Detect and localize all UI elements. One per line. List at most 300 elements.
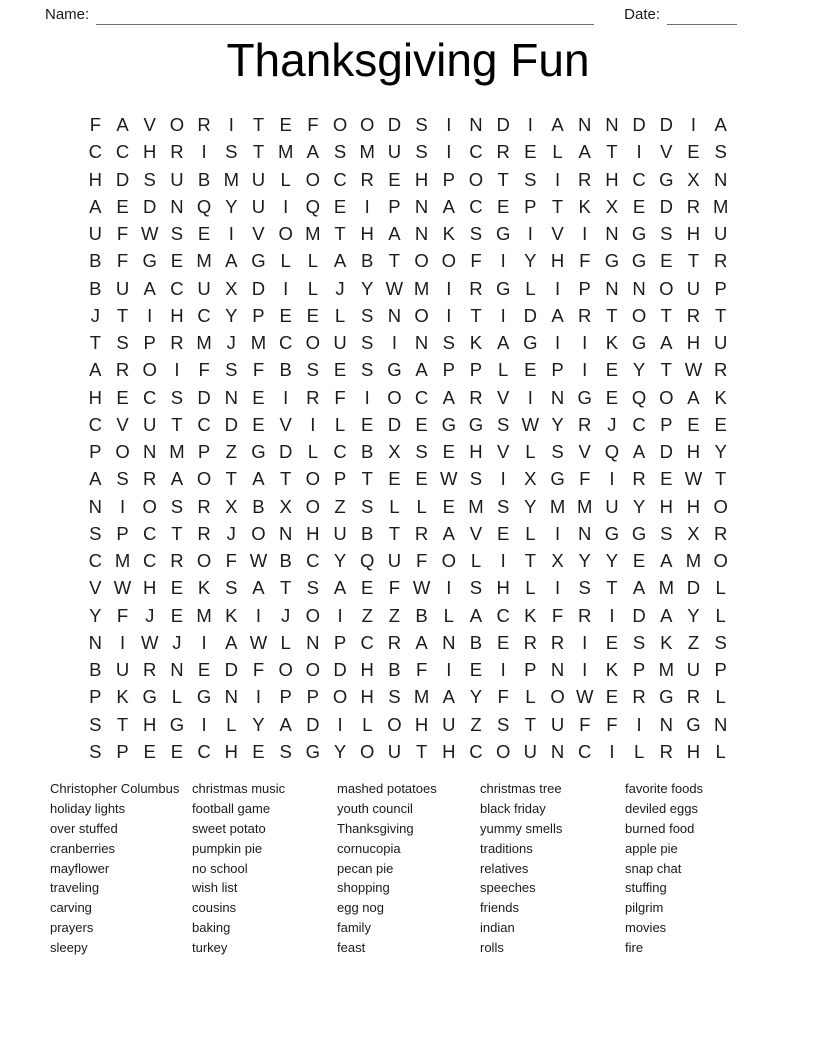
- grid-cell: G: [686, 713, 701, 735]
- grid-cell: M: [305, 223, 321, 244]
- grid-cell: H: [414, 168, 429, 190]
- word-list-item: Christopher Columbus: [50, 781, 180, 796]
- grid-cell: C: [197, 304, 211, 326]
- grid-cell: G: [142, 250, 157, 272]
- grid-cell: M: [577, 495, 593, 517]
- grid-cell: L: [525, 522, 536, 544]
- grid-cell: D: [333, 659, 347, 680]
- grid-cell: N: [306, 631, 320, 653]
- grid-cell: U: [115, 277, 130, 299]
- grid-cell: L: [715, 604, 726, 626]
- grid-cell: L: [280, 631, 291, 653]
- grid-cell: Q: [196, 195, 212, 217]
- grid-row: [82, 193, 735, 220]
- grid-cell: A: [306, 141, 320, 163]
- grid-cell: Y: [333, 550, 347, 571]
- grid-cell: B: [469, 631, 483, 653]
- grid-cell: G: [441, 413, 456, 435]
- grid-row: [82, 656, 735, 683]
- grid-cell: K: [225, 604, 238, 626]
- grid-row: [82, 329, 735, 356]
- grid-cell: S: [89, 713, 102, 735]
- grid-cell: L: [525, 277, 536, 299]
- header: [45, 5, 737, 25]
- grid-row: [82, 465, 735, 492]
- grid-cell: I: [582, 359, 588, 381]
- grid-cell: S: [496, 495, 510, 517]
- grid-cell: R: [686, 304, 701, 326]
- grid-cell: X: [687, 168, 700, 190]
- grid-cell: S: [660, 522, 673, 544]
- grid-cell: I: [228, 223, 234, 244]
- grid-cell: S: [225, 141, 238, 163]
- grid-cell: A: [225, 631, 238, 653]
- grid-cell: I: [446, 141, 452, 163]
- word-list: [50, 779, 796, 958]
- grid-cell: T: [606, 304, 618, 326]
- grid-cell: E: [605, 631, 619, 653]
- grid-cell: G: [142, 686, 157, 708]
- word-list-item: movies: [625, 920, 667, 936]
- grid-cell: T: [225, 468, 237, 490]
- grid-cell: I: [609, 740, 615, 762]
- grid-cell: R: [170, 141, 184, 163]
- grid-cell: E: [388, 468, 401, 490]
- grid-cell: C: [578, 740, 592, 762]
- grid-cell: S: [279, 740, 292, 762]
- grid-cell: G: [169, 713, 185, 735]
- grid-row: [82, 275, 735, 302]
- grid-cell: F: [198, 359, 210, 381]
- grid-cell: R: [578, 413, 592, 435]
- grid-cell: S: [89, 740, 102, 762]
- grid-cell: P: [116, 522, 129, 544]
- grid-cell: N: [469, 114, 483, 135]
- grid-cell: E: [442, 441, 455, 462]
- grid-cell: O: [414, 250, 429, 272]
- grid-cell: Y: [578, 550, 591, 571]
- grid-cell: D: [523, 304, 538, 326]
- grid-cell: E: [170, 604, 184, 626]
- word-list-item: fire: [625, 940, 644, 956]
- grid-cell: W: [249, 631, 268, 653]
- grid-row: [82, 493, 735, 520]
- grid-cell: T: [334, 223, 346, 244]
- grid-cell: F: [89, 114, 101, 135]
- grid-cell: A: [143, 277, 156, 299]
- grid-cell: L: [334, 413, 346, 435]
- grid-cell: U: [251, 195, 266, 217]
- grid-cell: N: [550, 659, 565, 680]
- grid-cell: T: [388, 522, 401, 544]
- grid-cell: U: [523, 740, 538, 762]
- grid-cell: E: [687, 141, 700, 163]
- grid-cell: S: [143, 168, 156, 190]
- grid-cell: T: [497, 168, 509, 190]
- grid-cell: L: [334, 304, 346, 326]
- grid-cell: A: [551, 114, 564, 135]
- grid-cell: Y: [469, 686, 483, 708]
- grid-cell: H: [686, 441, 701, 462]
- grid-cell: T: [687, 250, 700, 272]
- grid-cell: P: [89, 686, 102, 708]
- grid-cell: W: [412, 577, 431, 599]
- grid-cell: P: [524, 195, 537, 217]
- grid-cell: D: [306, 713, 320, 735]
- grid-cell: C: [632, 168, 646, 190]
- grid-cell: N: [605, 114, 619, 135]
- grid-cell: L: [633, 740, 645, 762]
- grid-cell: S: [225, 359, 238, 381]
- grid-cell: T: [388, 250, 401, 272]
- word-list-item: rolls: [480, 940, 504, 956]
- grid-cell: F: [116, 250, 129, 272]
- grid-cell: U: [170, 168, 184, 190]
- grid-cell: N: [550, 386, 565, 408]
- grid-cell: Y: [333, 740, 347, 762]
- grid-cell: C: [278, 332, 293, 353]
- grid-cell: S: [442, 332, 455, 353]
- grid-cell: O: [468, 168, 484, 190]
- grid-cell: O: [142, 495, 157, 517]
- grid-cell: Y: [225, 304, 238, 326]
- grid-cell: V: [279, 413, 292, 435]
- grid-cell: J: [226, 522, 236, 544]
- grid-cell: B: [388, 659, 401, 680]
- grid-cell: W: [140, 223, 159, 244]
- grid-cell: R: [143, 468, 157, 490]
- grid-cell: E: [496, 522, 510, 544]
- grid-cell: Z: [361, 604, 373, 626]
- grid-cell: B: [89, 277, 102, 299]
- word-list-item: christmas tree: [480, 781, 562, 796]
- grid-cell: I: [255, 686, 262, 708]
- grid-cell: N: [659, 713, 673, 735]
- grid-cell: T: [606, 141, 618, 163]
- grid-cell: P: [333, 631, 347, 653]
- grid-row: [82, 574, 735, 601]
- grid-cell: I: [554, 277, 561, 299]
- grid-cell: W: [140, 631, 159, 653]
- grid-cell: N: [170, 195, 184, 217]
- grid-cell: G: [631, 332, 647, 353]
- grid-cell: Y: [714, 441, 727, 462]
- grid-row: [82, 384, 735, 411]
- word-list-item: favorite foods: [625, 781, 704, 796]
- name-blank-line: [96, 7, 594, 25]
- grid-cell: I: [201, 631, 207, 653]
- grid-cell: C: [360, 631, 374, 653]
- grid-cell: E: [361, 577, 374, 599]
- grid-row: [82, 629, 735, 656]
- grid-cell: G: [523, 332, 538, 353]
- grid-cell: V: [551, 223, 564, 244]
- grid-cell: I: [582, 332, 588, 353]
- grid-cell: I: [554, 168, 561, 190]
- grid-cell: D: [387, 413, 402, 435]
- grid-cell: V: [469, 522, 483, 544]
- grid-cell: P: [442, 168, 455, 190]
- grid-cell: L: [389, 495, 400, 517]
- grid-cell: L: [498, 359, 509, 381]
- grid-cell: A: [578, 141, 591, 163]
- grid-cell: A: [660, 550, 673, 571]
- grid-cell: N: [605, 223, 619, 244]
- grid-row: [82, 438, 735, 465]
- grid-cell: D: [115, 168, 130, 190]
- grid-cell: S: [714, 141, 727, 163]
- grid-cell: M: [196, 332, 212, 353]
- grid-cell: Y: [687, 604, 700, 626]
- grid-cell: J: [607, 413, 617, 435]
- grid-cell: D: [659, 114, 673, 135]
- grid-cell: S: [170, 495, 184, 517]
- grid-cell: S: [116, 332, 129, 353]
- grid-cell: R: [306, 386, 320, 408]
- grid-cell: D: [387, 114, 402, 135]
- grid-cell: E: [605, 359, 619, 381]
- grid-cell: I: [582, 631, 588, 653]
- grid-cell: A: [496, 332, 510, 353]
- grid-cell: D: [659, 195, 673, 217]
- grid-cell: L: [525, 686, 536, 708]
- grid-cell: O: [278, 659, 293, 680]
- word-list-item: burned food: [625, 820, 695, 836]
- grid-cell: S: [496, 413, 510, 435]
- grid-cell: U: [713, 332, 728, 353]
- grid-cell: O: [196, 468, 212, 490]
- grid-cell: O: [360, 740, 375, 762]
- grid-cell: M: [658, 659, 674, 680]
- grid-cell: W: [113, 577, 132, 599]
- grid-cell: M: [658, 577, 674, 599]
- grid-cell: F: [606, 713, 618, 735]
- grid-cell: L: [280, 250, 291, 272]
- grid-cell: I: [283, 386, 289, 408]
- grid-cell: C: [88, 141, 103, 163]
- grid-cell: R: [197, 522, 211, 544]
- word-list-item: yummy smells: [480, 820, 563, 836]
- grid-cell: D: [686, 577, 701, 599]
- grid-cell: P: [89, 441, 102, 462]
- name-label: Name:: [45, 6, 90, 23]
- grid-cell: I: [310, 413, 316, 435]
- grid-cell: E: [605, 386, 619, 408]
- grid-cell: E: [279, 114, 292, 135]
- grid-cell: O: [169, 114, 185, 135]
- grid-cell: B: [361, 441, 374, 462]
- grid-cell: N: [143, 441, 157, 462]
- grid-cell: A: [89, 468, 102, 490]
- grid-cell: I: [609, 604, 615, 626]
- grid-cell: G: [251, 441, 266, 462]
- grid-cell: Y: [632, 495, 646, 517]
- grid-row: [82, 220, 735, 247]
- grid-cell: T: [660, 304, 672, 326]
- grid-cell: T: [171, 522, 183, 544]
- grid-cell: H: [143, 141, 157, 163]
- grid-cell: A: [252, 577, 265, 599]
- grid-cell: I: [446, 577, 452, 599]
- grid-cell: S: [469, 223, 483, 244]
- word-list-item: egg nog: [337, 900, 384, 916]
- grid-cell: R: [143, 659, 157, 680]
- grid-cell: E: [496, 195, 510, 217]
- word-list-item: black friday: [480, 800, 546, 816]
- grid-cell: H: [143, 713, 157, 735]
- grid-cell: A: [415, 359, 428, 381]
- grid-cell: I: [119, 631, 126, 653]
- grid-cell: N: [550, 740, 565, 762]
- grid-cell: J: [172, 631, 182, 653]
- grid-cell: L: [416, 495, 427, 517]
- grid-cell: F: [307, 114, 319, 135]
- grid-cell: H: [170, 304, 184, 326]
- grid-cell: A: [116, 114, 129, 135]
- grid-cell: I: [391, 332, 397, 353]
- grid-cell: I: [201, 713, 207, 735]
- grid-cell: S: [306, 577, 320, 599]
- grid-row: [82, 138, 735, 165]
- grid-cell: R: [387, 631, 402, 653]
- grid-cell: H: [686, 223, 701, 244]
- grid-cell: U: [143, 413, 157, 435]
- grid-cell: O: [305, 659, 321, 680]
- grid-cell: E: [524, 359, 537, 381]
- puzzle-title: Thanksgiving Fun: [226, 34, 590, 86]
- word-list-item: wish list: [192, 880, 238, 896]
- grid-cell: R: [360, 168, 374, 190]
- grid-cell: O: [441, 550, 456, 571]
- grid-cell: T: [252, 114, 265, 135]
- grid-cell: V: [116, 413, 129, 435]
- grid-cell: I: [554, 332, 561, 353]
- grid-cell: I: [446, 659, 452, 680]
- grid-cell: H: [442, 740, 456, 762]
- grid-cell: B: [89, 659, 102, 680]
- grid-cell: P: [388, 195, 401, 217]
- grid-cell: A: [714, 114, 727, 135]
- grid-cell: L: [715, 686, 726, 708]
- grid-cell: L: [470, 550, 482, 571]
- word-list-item: friends: [480, 900, 520, 916]
- grid-cell: K: [442, 223, 455, 244]
- grid-cell: O: [659, 277, 674, 299]
- grid-cell: I: [446, 277, 452, 299]
- grid-cell: Q: [360, 550, 375, 571]
- grid-cell: L: [525, 441, 536, 462]
- grid-cell: V: [578, 441, 591, 462]
- grid-cell: Y: [524, 495, 537, 517]
- word-list-item: shopping: [337, 880, 390, 896]
- grid-cell: U: [251, 168, 266, 190]
- grid-cell: M: [685, 550, 702, 571]
- grid-cell: P: [252, 304, 265, 326]
- grid-cell: D: [224, 659, 238, 680]
- grid-cell: Y: [225, 195, 238, 217]
- word-list-column: [480, 779, 625, 958]
- grid-cell: E: [197, 659, 211, 680]
- grid-cell: F: [252, 659, 265, 680]
- grid-cell: F: [334, 386, 346, 408]
- grid-cell: E: [469, 659, 483, 680]
- grid-cell: P: [714, 277, 727, 299]
- word-list-item: football game: [192, 800, 271, 816]
- grid-cell: R: [632, 468, 646, 490]
- grid-cell: R: [170, 332, 184, 353]
- grid-cell: C: [469, 141, 483, 163]
- grid-cell: N: [442, 631, 456, 653]
- grid-cell: U: [197, 277, 211, 299]
- grid-cell: C: [414, 386, 429, 408]
- grid-cell: I: [201, 141, 207, 163]
- grid-cell: D: [197, 386, 211, 408]
- grid-cell: R: [713, 522, 728, 544]
- grid-cell: G: [659, 686, 674, 708]
- grid-cell: P: [469, 359, 483, 381]
- grid-cell: K: [605, 659, 619, 680]
- grid-cell: T: [116, 713, 129, 735]
- grid-cell: W: [575, 686, 594, 708]
- grid-cell: S: [361, 304, 374, 326]
- grid-cell: O: [387, 386, 402, 408]
- grid-cell: S: [714, 631, 727, 653]
- grid-cell: L: [715, 740, 726, 762]
- grid-cell: A: [687, 386, 700, 408]
- grid-cell: S: [225, 577, 238, 599]
- word-list-item: pumpkin pie: [192, 840, 263, 856]
- grid-cell: T: [171, 413, 183, 435]
- grid-cell: R: [713, 250, 728, 272]
- grid-cell: D: [143, 195, 157, 217]
- grid-cell: S: [333, 141, 347, 163]
- grid-cell: U: [387, 740, 402, 762]
- grid-cell: G: [495, 277, 511, 299]
- grid-cell: C: [170, 277, 184, 299]
- grid-cell: F: [470, 250, 482, 272]
- grid-cell: E: [605, 686, 619, 708]
- grid-cell: P: [442, 359, 455, 381]
- grid-cell: T: [524, 550, 536, 571]
- grid-cell: S: [170, 386, 184, 408]
- word-list-item: pilgrim: [625, 900, 664, 916]
- word-list-item: traveling: [50, 880, 100, 896]
- grid-cell: I: [636, 141, 642, 163]
- grid-cell: Y: [632, 359, 646, 381]
- grid-cell: F: [579, 713, 591, 735]
- grid-cell: H: [550, 250, 565, 272]
- grid-cell: I: [690, 114, 697, 135]
- grid-cell: I: [446, 114, 452, 135]
- grid-cell: O: [495, 740, 511, 762]
- grid-cell: N: [224, 686, 238, 708]
- grid-cell: A: [632, 577, 646, 599]
- grid-cell: I: [500, 468, 506, 490]
- grid-cell: T: [715, 304, 727, 326]
- grid-cell: T: [89, 332, 101, 353]
- grid-cell: N: [713, 168, 728, 190]
- grid-cell: P: [143, 332, 156, 353]
- grid-cell: D: [224, 413, 238, 435]
- grid-cell: Y: [524, 250, 537, 272]
- grid-cell: C: [469, 195, 483, 217]
- grid-cell: G: [550, 468, 565, 490]
- word-list-item: stuffing: [625, 880, 667, 896]
- word-list-item: prayers: [50, 920, 94, 936]
- grid-cell: V: [252, 223, 265, 244]
- word-list-item: pecan pie: [337, 860, 394, 876]
- grid-cell: S: [415, 114, 428, 135]
